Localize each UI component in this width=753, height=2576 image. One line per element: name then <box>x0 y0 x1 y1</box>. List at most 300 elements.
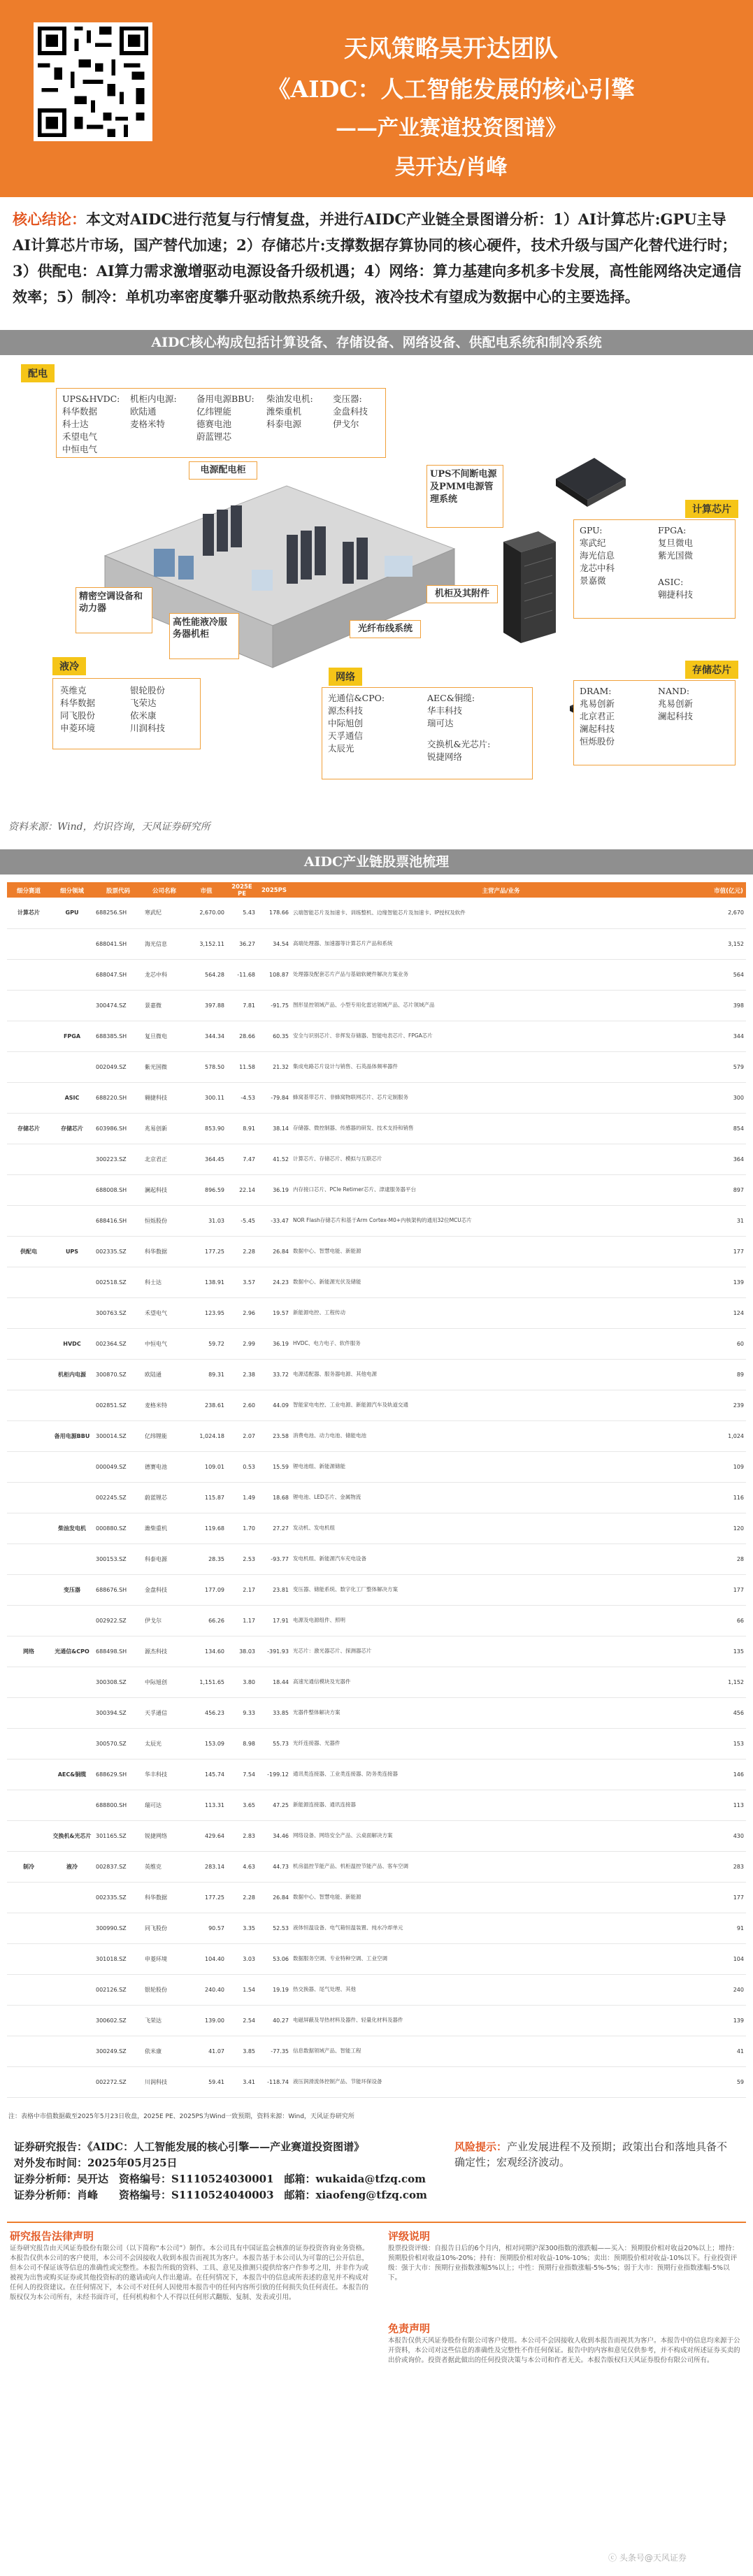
table-row <box>7 1205 746 1236</box>
table-cell: 688008.SH <box>94 1174 143 1205</box>
company-item: 寒武纪 <box>580 538 606 548</box>
table-cell: 41 <box>711 2036 746 2066</box>
table-cell <box>50 1882 94 1913</box>
table-cell: 1.49 <box>227 1482 257 1513</box>
table-cell <box>7 1790 50 1820</box>
table-row <box>7 1605 746 1636</box>
table-cell: 40.27 <box>257 2005 291 2036</box>
power-group-transformer-name: 变压器: <box>333 394 362 404</box>
table-row <box>7 1882 746 1913</box>
server-rack-icon <box>496 528 559 647</box>
table-cell: -391.93 <box>257 1636 291 1667</box>
table-cell <box>7 990 50 1021</box>
company-item: 北京君正 <box>580 711 615 721</box>
table-cell: 177 <box>711 1236 746 1267</box>
table-cell: HVDC <box>50 1328 94 1359</box>
table-cell: 8.91 <box>227 1113 257 1144</box>
table-row <box>7 990 746 1021</box>
table-cell <box>50 1390 94 1420</box>
disclosure-text: 证券研究报告由天风证券股份有限公司（以下简称“本公司”）制作。本公司具有中国证监会核准的证券投资咨询业务资格。本报告仅供本公司的客户使用，本公司不会因接收人收到本报告而视其为客户。本报告基于本公司认为可靠的已公开信息，但本公司不保证该等信息的准确性或完整性。本报告所载的资料、工具、意见及推测只提供给客户作参考之用，并非作为或被视为出售或购买证券或其他投资标的的邀请或向人作出邀请。在任何情况下，本报告中的信息或所表述的意见并不构成对任何人的投资建议。在任何情况下，本公司不对任何人因使用本报告中的任何内容所引致的任何损失负任何责任。本报告的版权仅为本公司所有，未经书面许可，任何机构和个人不得以任何形式翻版、复制、发表或引用。 <box>10 2245 369 2301</box>
table-cell: 2.53 <box>227 1544 257 1574</box>
table-cell: -4.53 <box>227 1082 257 1113</box>
table-cell: 283 <box>711 1851 746 1882</box>
table-cell: 688047.SH <box>94 959 143 990</box>
company-item: 龙芯中科 <box>580 563 615 573</box>
table-cell <box>50 1174 94 1205</box>
table-cell: 飞荣达 <box>143 2005 186 2036</box>
table-cell <box>7 1267 50 1297</box>
table-cell: 300763.SZ <box>94 1297 143 1328</box>
table-note: 注：表格中市值数据截至2025年5月23日收盘，2025E PE、2025PS为Wind一致预期，资料来源：Wind，天风证券研究所 <box>8 2113 354 2120</box>
table-cell: 交换机&光芯片 <box>50 1820 94 1851</box>
risk-label: 风险提示： <box>454 2140 508 2153</box>
table-cell: 34.46 <box>257 1820 291 1851</box>
table-row <box>7 2036 746 2066</box>
table-cell: 寒武纪 <box>143 898 186 928</box>
table-cell: 38.03 <box>227 1636 257 1667</box>
gpu-head: GPU: <box>580 525 603 535</box>
table-cell: 28 <box>711 1544 746 1574</box>
table-cell: 59.41 <box>186 2066 227 2097</box>
rating-text: 股票投资评级：自报告日后的6个月内，相对同期沪深300指数的涨跌幅——买入：预期股价相对收益20%以上；增持：预期股价相对收益10%-20%；持有：预期股价相对收益-10%-10%；卖出：预期股价相对收益-10%以下。行业投资评级：强于大市：预期行业指数涨幅5%以上；中性：预期行业指数涨幅-5%-5%；弱于大市：预期行业指数涨幅-5%以下。 <box>388 2245 739 2282</box>
table-cell: 麦格米特 <box>143 1390 186 1420</box>
authors: 吴开达/肖峰 <box>394 155 508 180</box>
power-group-ups-name: UPS&HVDC: <box>62 394 120 404</box>
stock-pool-table <box>7 884 746 2098</box>
table-row <box>7 1021 746 1051</box>
company-item: 金盘科技 <box>333 406 368 417</box>
table-cell: 153.09 <box>186 1728 227 1759</box>
table-cell: 同飞股份 <box>143 1913 186 1943</box>
risk-text: 产业发展进程不及预期；政策出台和落地具备不确定性；宏观经济波动。 <box>454 2140 728 2168</box>
table-header-cell: 市值 <box>186 884 227 898</box>
company-item: 恒烁股份 <box>580 736 615 747</box>
table-cell: 光器件整体解决方案 <box>291 1697 711 1728</box>
company-item: 申菱环境 <box>60 723 96 733</box>
table-cell: 7.81 <box>227 990 257 1021</box>
company-item: 科华数据 <box>62 406 98 417</box>
table-cell: 3.41 <box>227 2066 257 2097</box>
table-cell: 锐捷网络 <box>143 1820 186 1851</box>
table-cell: 海光信息 <box>143 928 186 959</box>
table-cell <box>7 1297 50 1328</box>
table-cell: 亿纬锂能 <box>143 1420 186 1451</box>
table-cell: 688220.SH <box>94 1082 143 1113</box>
company-item: 华丰科技 <box>427 705 463 716</box>
table-row <box>7 1820 746 1851</box>
table-row <box>7 1574 746 1605</box>
table-cell: 3.80 <box>227 1667 257 1697</box>
table-cell: 4.63 <box>227 1851 257 1882</box>
table-cell: 3,152.11 <box>186 928 227 959</box>
table-cell: 579 <box>711 1051 746 1082</box>
table-cell: 澜起科技 <box>143 1174 186 1205</box>
table-cell: 科士达 <box>143 1267 186 1297</box>
table-cell <box>50 1451 94 1482</box>
table-cell: 002364.SZ <box>94 1328 143 1359</box>
table-cell: 177.25 <box>186 1882 227 1913</box>
table-cell: 300249.SZ <box>94 2036 143 2066</box>
table-cell: 图形显控领域产品、小型专用化雷达领域产品、芯片领域产品 <box>291 990 711 1021</box>
table-cell: 3.57 <box>227 1267 257 1297</box>
company-item: 亿纬锂能 <box>196 406 232 417</box>
table-cell: 238.61 <box>186 1390 227 1420</box>
company-item: 德赛电池 <box>196 419 232 429</box>
company-item: 同飞股份 <box>60 710 96 721</box>
table-cell: 科华数据 <box>143 1236 186 1267</box>
table-cell: 688498.SH <box>94 1636 143 1667</box>
table-cell: 897 <box>711 1174 746 1205</box>
disclosure-heading: 研究报告法律声明 <box>10 2230 94 2243</box>
table-cell <box>50 1205 94 1236</box>
power-group-ups <box>62 393 120 456</box>
table-cell: 云端智能芯片及加速卡、训练整机、边缘智能芯片及加速卡、IP授权及软件 <box>291 898 711 928</box>
table-cell: 1.54 <box>227 1974 257 2005</box>
table-cell: 1,152 <box>711 1667 746 1697</box>
table-header-cell: 公司名称 <box>143 884 186 898</box>
table-cell: 处理器及配套芯片产品与基础软硬件解决方案业务 <box>291 959 711 990</box>
table-row <box>7 1759 746 1790</box>
table-header-cell: 2025E PE <box>227 884 257 898</box>
table-cell: 天孚通信 <box>143 1697 186 1728</box>
table-cell <box>7 1021 50 1051</box>
table-cell: 178.66 <box>257 898 291 928</box>
table-cell: 002049.SZ <box>94 1051 143 1082</box>
table-row <box>7 1697 746 1728</box>
table-cell: 翱捷科技 <box>143 1082 186 1113</box>
table-cell: 智能家电电控、工业电源、新能源汽车及轨道交通 <box>291 1390 711 1420</box>
table-row <box>7 1482 746 1513</box>
table-cell: 28.66 <box>227 1021 257 1051</box>
table-cell: 398 <box>711 990 746 1021</box>
table-cell: 145.74 <box>186 1759 227 1790</box>
table-cell <box>7 1667 50 1697</box>
table-cell: 源杰科技 <box>143 1636 186 1667</box>
table-cell: 光通信&CPO <box>50 1636 94 1667</box>
table-row <box>7 1913 746 1943</box>
table-row <box>7 1851 746 1882</box>
table-cell: FPGA <box>50 1021 94 1051</box>
table-cell: 119.68 <box>186 1513 227 1544</box>
table-row <box>7 2005 746 2036</box>
table-cell: 17.91 <box>257 1605 291 1636</box>
section-title-stock-pool: AIDC产业链股票池梳理 <box>303 854 450 870</box>
company-item: 景嘉微 <box>580 575 606 586</box>
table-cell: 177 <box>711 1882 746 1913</box>
table-cell: 申菱环境 <box>143 1943 186 1974</box>
table-cell: HVDC、电力电子、软件服务 <box>291 1328 711 1359</box>
table-cell: 55.73 <box>257 1728 291 1759</box>
table-cell: 300.11 <box>186 1082 227 1113</box>
table-cell <box>7 1759 50 1790</box>
table-cell: 伊戈尔 <box>143 1605 186 1636</box>
table-cell: 1,024.18 <box>186 1420 227 1451</box>
table-cell <box>7 1605 50 1636</box>
table-cell: 27.27 <box>257 1513 291 1544</box>
table-cell <box>7 1697 50 1728</box>
table-cell: 3.35 <box>227 1913 257 1943</box>
table-cell: 消费电池、动力电池、储能电池 <box>291 1420 711 1451</box>
table-cell: 41.07 <box>186 2036 227 2066</box>
table-row <box>7 1943 746 1974</box>
table-cell: 002851.SZ <box>94 1390 143 1420</box>
table-cell: 429.64 <box>186 1820 227 1851</box>
table-cell: 36.19 <box>257 1328 291 1359</box>
company-item: 飞荣达 <box>130 698 157 708</box>
rating-heading: 评级说明 <box>388 2230 431 2243</box>
table-row <box>7 898 746 928</box>
table-cell: 36.27 <box>227 928 257 959</box>
table-cell: 2.83 <box>227 1820 257 1851</box>
company-item: 翱捷科技 <box>658 589 694 600</box>
power-group-diesel <box>266 393 313 431</box>
table-cell: 7.47 <box>227 1144 257 1174</box>
table-cell: 59.72 <box>186 1328 227 1359</box>
section-title-components: AIDC核心构成包括计算设备、存储设备、网络设备、供配电系统和制冷系统 <box>151 335 602 350</box>
table-cell: 网络 <box>7 1636 50 1667</box>
company-item: 兆易创新 <box>658 698 694 709</box>
company-item: 伊戈尔 <box>333 419 359 429</box>
table-cell: 002922.SZ <box>94 1605 143 1636</box>
table-cell: 信息数据领域产品、智能工程 <box>291 2036 711 2066</box>
table-cell: 301018.SZ <box>94 1943 143 1974</box>
table-cell: 18.68 <box>257 1482 291 1513</box>
table-cell: 239 <box>711 1390 746 1420</box>
table-cell: 银轮股份 <box>143 1974 186 2005</box>
section-bar-components <box>0 330 753 355</box>
report-label: 证券研究报告： <box>14 2140 88 2153</box>
table-cell: 688416.SH <box>94 1205 143 1236</box>
table-row <box>7 1267 746 1297</box>
table-cell <box>7 1420 50 1451</box>
table-cell <box>7 1574 50 1605</box>
table-row <box>7 1328 746 1359</box>
table-cell: 2,670 <box>711 898 746 928</box>
table-cell: 28.35 <box>186 1544 227 1574</box>
table-row <box>7 1974 746 2005</box>
core-conclusion <box>13 206 743 310</box>
table-cell <box>7 1513 50 1544</box>
date-label: 对外发布时间： <box>14 2157 88 2169</box>
table-cell: 9.33 <box>227 1697 257 1728</box>
table-cell: 300870.SZ <box>94 1359 143 1390</box>
label-ups: UPS不间断电源及PMM电源管理系统 <box>426 465 503 528</box>
power-group-bbu <box>196 393 254 443</box>
table-cell: 集成电路芯片设计与销售、石英晶体频率器件 <box>291 1051 711 1082</box>
table-cell: 688385.SH <box>94 1021 143 1051</box>
table-row <box>7 1513 746 1544</box>
table-cell: 19.19 <box>257 1974 291 2005</box>
company-item: 欧陆通 <box>130 406 157 417</box>
table-cell: 000049.SZ <box>94 1451 143 1482</box>
table-cell: 22.14 <box>227 1174 257 1205</box>
table-cell: 33.85 <box>257 1697 291 1728</box>
table-cell: 104 <box>711 1943 746 1974</box>
table-cell: 0.53 <box>227 1451 257 1482</box>
watermark: ⓒ 头条号@天风证券 <box>608 2553 687 2563</box>
label-aircon: 精密空调设备和动力器 <box>76 587 152 633</box>
table-cell <box>50 1728 94 1759</box>
table-cell: 002245.SZ <box>94 1482 143 1513</box>
gpu-chip-icon <box>552 451 629 514</box>
table-row <box>7 1297 746 1328</box>
table-cell: 41.52 <box>257 1144 291 1174</box>
power-group-cabinet <box>130 393 177 431</box>
table-cell <box>7 1144 50 1174</box>
datacenter-illustration <box>77 458 468 689</box>
table-cell: 瑞可达 <box>143 1790 186 1820</box>
table-cell <box>7 1882 50 1913</box>
table-cell: 853.90 <box>186 1113 227 1144</box>
disclaimer-heading: 免责声明 <box>388 2322 431 2335</box>
table-cell: 高速光通信模块及光器件 <box>291 1667 711 1697</box>
table-cell: 456 <box>711 1697 746 1728</box>
liquid-col2 <box>130 684 165 735</box>
table-cell: 电磁屏蔽及导热材料及器件、轻量化材料及器件 <box>291 2005 711 2036</box>
table-cell: 59 <box>711 2066 746 2097</box>
table-cell: 网络设备、网络安全产品、云桌面解决方案 <box>291 1820 711 1851</box>
table-cell: 124 <box>711 1297 746 1328</box>
table-cell: 26.84 <box>257 1236 291 1267</box>
table-cell: 90.57 <box>186 1913 227 1943</box>
company-item: 科泰电源 <box>266 419 302 429</box>
table-cell: 科华数据 <box>143 1882 186 1913</box>
table-cell: 34.54 <box>257 928 291 959</box>
table-cell: 578.50 <box>186 1051 227 1082</box>
table-row <box>7 1359 746 1390</box>
table-cell: 33.72 <box>257 1359 291 1390</box>
table-cell <box>7 1451 50 1482</box>
table-cell: 电源适配器、服务器电源、其他电源 <box>291 1359 711 1390</box>
table-cell: 240 <box>711 1974 746 2005</box>
company-item: 蔚蓝锂芯 <box>196 431 232 442</box>
storage-box <box>573 680 736 765</box>
table-cell: 中际旭创 <box>143 1667 186 1697</box>
table-cell <box>50 1051 94 1082</box>
table-cell: 龙芯中科 <box>143 959 186 990</box>
table-cell: 138.91 <box>186 1267 227 1297</box>
table-cell: 44.09 <box>257 1390 291 1420</box>
table-cell: 364 <box>711 1144 746 1174</box>
table-cell: 153 <box>711 1728 746 1759</box>
table-cell: 344 <box>711 1021 746 1051</box>
table-cell: 896.59 <box>186 1174 227 1205</box>
table-cell: 兆易创新 <box>143 1113 186 1144</box>
risk-warning <box>454 2139 734 2170</box>
table-row <box>7 1113 746 1144</box>
table-row <box>7 959 746 990</box>
table-cell: 300014.SZ <box>94 1420 143 1451</box>
table-row <box>7 1390 746 1420</box>
table-cell: 146 <box>711 1759 746 1790</box>
table-cell: 3.03 <box>227 1943 257 1974</box>
table-cell: 36.19 <box>257 1174 291 1205</box>
table-cell <box>50 1667 94 1697</box>
table-cell: 300223.SZ <box>94 1144 143 1174</box>
table-cell: 53.06 <box>257 1943 291 1974</box>
table-cell <box>7 1544 50 1574</box>
table-cell: 300570.SZ <box>94 1728 143 1759</box>
report-info <box>14 2139 461 2216</box>
table-cell: 存储芯片 <box>50 1113 94 1144</box>
table-cell: 存储芯片 <box>7 1113 50 1144</box>
table-cell: 1,024 <box>711 1420 746 1451</box>
table-cell: 52.53 <box>257 1913 291 1943</box>
power-group-cabinet-name: 机柜内电源: <box>130 394 177 404</box>
company-item: 银轮股份 <box>130 685 166 696</box>
optical-head: 光通信&CPO: <box>328 693 385 703</box>
table-cell: -11.68 <box>227 959 257 990</box>
table-cell: -93.77 <box>257 1544 291 1574</box>
table-cell: NOR Flash存储芯片和基于Arm Cortex-M0+内核架构的通用32位MCU芯片 <box>291 1205 711 1236</box>
table-cell: 3.85 <box>227 2036 257 2066</box>
table-cell: 3.65 <box>227 1790 257 1820</box>
table-cell: AEC&铜缆 <box>50 1759 94 1790</box>
table-row <box>7 1728 746 1759</box>
table-cell: 液冷 <box>50 1851 94 1882</box>
table-cell: 复旦微电 <box>143 1021 186 1051</box>
table-cell <box>50 1790 94 1820</box>
table-cell: 中恒电气 <box>143 1328 186 1359</box>
company-item: 科华数据 <box>60 698 96 708</box>
table-cell: 300602.SZ <box>94 2005 143 2036</box>
stock-pool-table-wrap <box>7 882 746 2107</box>
table-cell: 蜂窝基带芯片、非蜂窝物联网芯片、芯片定制服务 <box>291 1082 711 1113</box>
table-cell: 688629.SH <box>94 1759 143 1790</box>
table-cell: 109.01 <box>186 1451 227 1482</box>
table-cell: 301165.SZ <box>94 1820 143 1851</box>
table-cell: 禾望电气 <box>143 1297 186 1328</box>
qr-code[interactable] <box>34 22 152 141</box>
table-cell: -5.45 <box>227 1205 257 1236</box>
company-item: 中际旭创 <box>328 718 364 728</box>
table-cell: 蔚蓝锂芯 <box>143 1482 186 1513</box>
table-cell: 300474.SZ <box>94 990 143 1021</box>
company-item: 瑞可达 <box>427 718 454 728</box>
table-row <box>7 2066 746 2097</box>
table-cell: 24.23 <box>257 1267 291 1297</box>
table-cell: 854 <box>711 1113 746 1144</box>
footer-divider <box>7 2222 746 2223</box>
table-cell <box>7 1974 50 2005</box>
table-cell: 11.58 <box>227 1051 257 1082</box>
table-cell: 恒烁股份 <box>143 1205 186 1236</box>
table-row <box>7 1790 746 1820</box>
table-cell: 川润科技 <box>143 2066 186 2097</box>
table-cell: 397.88 <box>186 990 227 1021</box>
disclaimer-text: 本报告仅供天风证券股份有限公司客户使用。本公司不会因接收人收到本报告而视其为客户。本报告中的信息均来源于公开资料，本公司对这些信息的准确性及完整性不作任何保证。报告中的内容和意见仅供参考，并不构成对所述证券买卖的出价或询价。投资者据此做出的任何投资决策与本公司和作者无关。本报告版权归天风证券股份有限公司所有。 <box>388 2337 740 2364</box>
table-cell: 18.44 <box>257 1667 291 1697</box>
table-cell: ASIC <box>50 1082 94 1113</box>
table-cell: 太辰光 <box>143 1728 186 1759</box>
company-item: 中恒电气 <box>62 444 98 454</box>
table-cell: 000880.SZ <box>94 1513 143 1544</box>
table-cell <box>7 928 50 959</box>
table-cell: 002335.SZ <box>94 1882 143 1913</box>
table-cell <box>7 1913 50 1943</box>
switch-head: 交换机&光芯片: <box>427 739 491 749</box>
table-cell <box>7 959 50 990</box>
table-cell: 依米康 <box>143 2036 186 2066</box>
table-cell: 2.28 <box>227 1882 257 1913</box>
table-cell: 液压润滑流体控制产品、节能环保设备 <box>291 2066 711 2097</box>
table-cell: 北京君正 <box>143 1144 186 1174</box>
table-row <box>7 1636 746 1667</box>
table-cell: 3,152 <box>711 928 746 959</box>
table-cell: 89 <box>711 1359 746 1390</box>
table-cell: 2.96 <box>227 1297 257 1328</box>
table-cell: 564.28 <box>186 959 227 990</box>
